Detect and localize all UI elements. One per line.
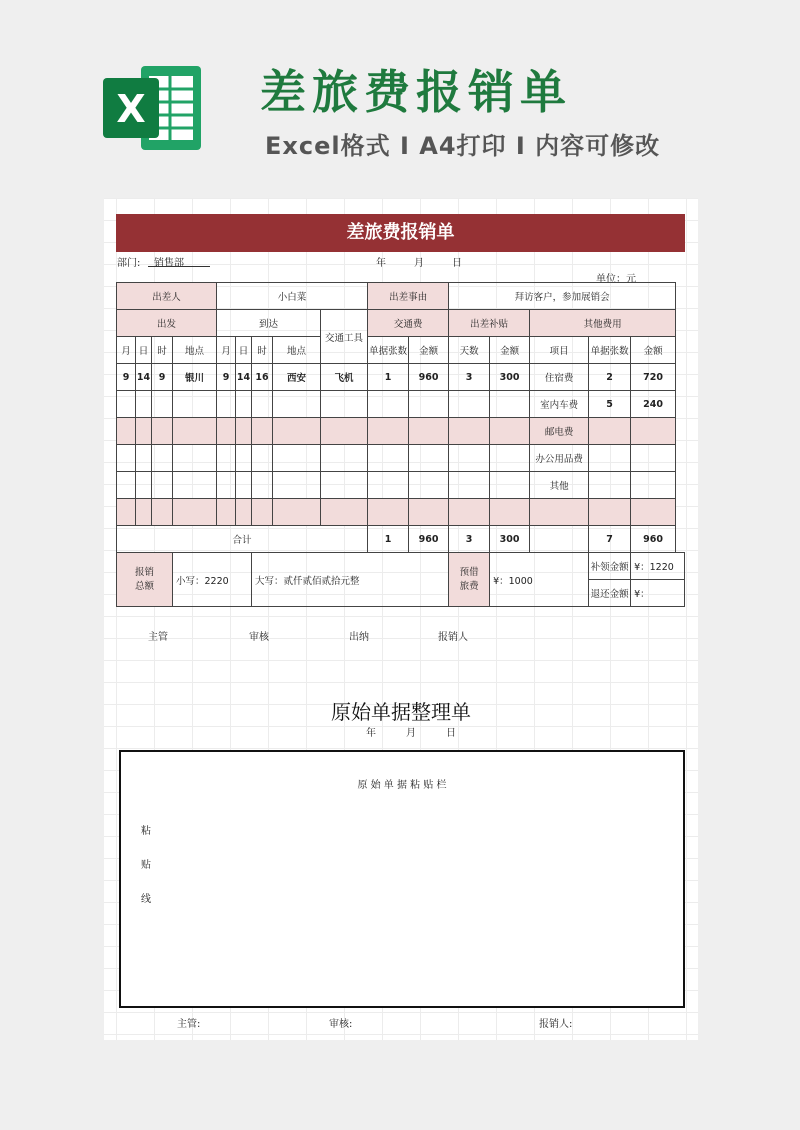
cell[interactable]: 2 xyxy=(589,364,631,391)
col-month: 月 xyxy=(117,337,136,364)
cell[interactable]: 14 xyxy=(136,364,152,391)
footer-manager: 主管: xyxy=(177,1019,201,1030)
cell[interactable]: 16 xyxy=(252,364,273,391)
svg-text:X: X xyxy=(116,87,146,131)
department-label: 部门: xyxy=(117,258,141,269)
total-label: 合计 xyxy=(117,526,368,553)
refund-value[interactable]: ¥： xyxy=(631,580,685,607)
side-label-stick: 贴 xyxy=(141,860,151,871)
table-row xyxy=(117,283,685,310)
table-row xyxy=(117,310,685,337)
col-doc-count: 单据张数 xyxy=(589,337,631,364)
side-label-paste: 粘 xyxy=(141,826,151,837)
table-row xyxy=(117,364,685,391)
other-item-name: 室内车费 xyxy=(530,391,589,418)
allowance-label: 出差补贴 xyxy=(449,310,530,337)
department-value[interactable]: 销售部 xyxy=(154,258,184,269)
table-row xyxy=(117,391,685,418)
arrive-label: 到达 xyxy=(217,310,321,337)
transport-label: 交通工具 xyxy=(321,310,368,364)
table-row xyxy=(117,337,685,364)
col-place: 地点 xyxy=(273,337,321,364)
col-hour: 时 xyxy=(152,337,173,364)
col-place: 地点 xyxy=(173,337,217,364)
signature-claimant: 报销人 xyxy=(438,632,468,643)
small-write-value[interactable]: 小写：2220 xyxy=(173,553,252,607)
cell[interactable]: 14 xyxy=(236,364,252,391)
reason-value[interactable]: 拜访客户，参加展销会 xyxy=(449,283,676,310)
advance-label: 预借 旅费 xyxy=(449,553,490,607)
signature-manager: 主管 xyxy=(148,632,168,643)
cell[interactable]: 300 xyxy=(490,364,530,391)
other-item-name: 住宿费 xyxy=(530,364,589,391)
cell[interactable]: 5 xyxy=(589,391,631,418)
cell[interactable]: 9 xyxy=(117,364,136,391)
big-write-value[interactable]: 大写：贰仟贰佰贰拾元整 xyxy=(252,553,449,607)
reason-label: 出差事由 xyxy=(368,283,449,310)
date-month: 月 xyxy=(414,258,424,269)
traveler-value[interactable]: 小白菜 xyxy=(217,283,368,310)
traveler-label: 出差人 xyxy=(117,283,217,310)
total-allowance-amount: 300 xyxy=(490,526,530,553)
col-amount: 金额 xyxy=(631,337,676,364)
date-day: 日 xyxy=(452,258,462,269)
excel-logo-icon xyxy=(103,60,203,156)
depart-label: 出发 xyxy=(117,310,217,337)
table-row xyxy=(117,418,685,445)
supplement-value[interactable]: ¥：1220 xyxy=(631,553,685,580)
cell[interactable]: 3 xyxy=(449,364,490,391)
cell[interactable] xyxy=(631,499,676,526)
department-underline xyxy=(148,266,210,267)
supplement-label: 补领金额 xyxy=(589,553,631,580)
other-item-name: 邮电费 xyxy=(530,418,589,445)
cell[interactable] xyxy=(589,418,631,445)
total-other-amount: 960 xyxy=(631,526,676,553)
cell[interactable]: 720 xyxy=(631,364,676,391)
total-other-docs: 7 xyxy=(589,526,631,553)
reimb-total-label: 报销 总额 xyxy=(117,553,173,607)
cell[interactable]: 9 xyxy=(152,364,173,391)
col-day: 日 xyxy=(236,337,252,364)
traffic-fee-label: 交通费 xyxy=(368,310,449,337)
cell[interactable] xyxy=(589,472,631,499)
total-row xyxy=(117,526,685,553)
cell[interactable] xyxy=(631,445,676,472)
col-item: 项目 xyxy=(530,337,589,364)
cell[interactable]: 9 xyxy=(217,364,236,391)
col-day: 日 xyxy=(136,337,152,364)
receipt-paste-area[interactable] xyxy=(119,750,685,1008)
expense-table xyxy=(116,282,685,607)
col-days: 天数 xyxy=(449,337,490,364)
cell[interactable]: 西安 xyxy=(273,364,321,391)
cell[interactable]: 1 xyxy=(368,364,409,391)
footer-audit: 审核: xyxy=(329,1019,353,1030)
side-label-line: 线 xyxy=(141,894,151,905)
receipts-day: 日 xyxy=(446,728,456,739)
signature-audit: 审核 xyxy=(249,632,269,643)
date-year: 年 xyxy=(376,258,386,269)
cell[interactable]: 飞机 xyxy=(321,364,368,391)
other-item-name xyxy=(530,499,589,526)
other-item-name: 办公用品费 xyxy=(530,445,589,472)
cell[interactable]: 银川 xyxy=(173,364,217,391)
receipts-title: 原始单据整理单 xyxy=(331,700,471,724)
advance-value[interactable]: ¥：1000 xyxy=(490,553,589,607)
form-title-band: 差旅费报销单 xyxy=(116,214,685,252)
col-month: 月 xyxy=(217,337,236,364)
signature-cashier: 出纳 xyxy=(349,632,369,643)
col-doc-count: 单据张数 xyxy=(368,337,409,364)
other-fee-label: 其他费用 xyxy=(530,310,676,337)
table-row xyxy=(117,472,685,499)
unit-label: 单位：元 xyxy=(596,274,636,285)
cell[interactable] xyxy=(589,499,631,526)
receipts-month: 月 xyxy=(406,728,416,739)
col-hour: 时 xyxy=(252,337,273,364)
receipts-year: 年 xyxy=(366,728,376,739)
cell[interactable] xyxy=(631,418,676,445)
table-row xyxy=(117,499,685,526)
cell[interactable]: 960 xyxy=(409,364,449,391)
cell[interactable] xyxy=(631,472,676,499)
cell[interactable]: 240 xyxy=(631,391,676,418)
total-traffic-amount: 960 xyxy=(409,526,449,553)
cell[interactable] xyxy=(589,445,631,472)
table-row xyxy=(117,553,685,580)
other-item-name: 其他 xyxy=(530,472,589,499)
footer-claimant: 报销人: xyxy=(539,1019,573,1030)
table-row xyxy=(117,445,685,472)
total-days: 3 xyxy=(449,526,490,553)
form-sheet xyxy=(104,198,698,1040)
col-amount: 金额 xyxy=(409,337,449,364)
col-amount: 金额 xyxy=(490,337,530,364)
page-subtitle: Excel格式 Ⅰ A4打印 Ⅰ 内容可修改 xyxy=(265,132,661,160)
refund-label: 退还金额 xyxy=(589,580,631,607)
total-traffic-docs: 1 xyxy=(368,526,409,553)
page-title: 差旅费报销单 xyxy=(260,65,572,119)
paste-area-label: 原 始 单 据 粘 贴 栏 xyxy=(357,780,447,791)
